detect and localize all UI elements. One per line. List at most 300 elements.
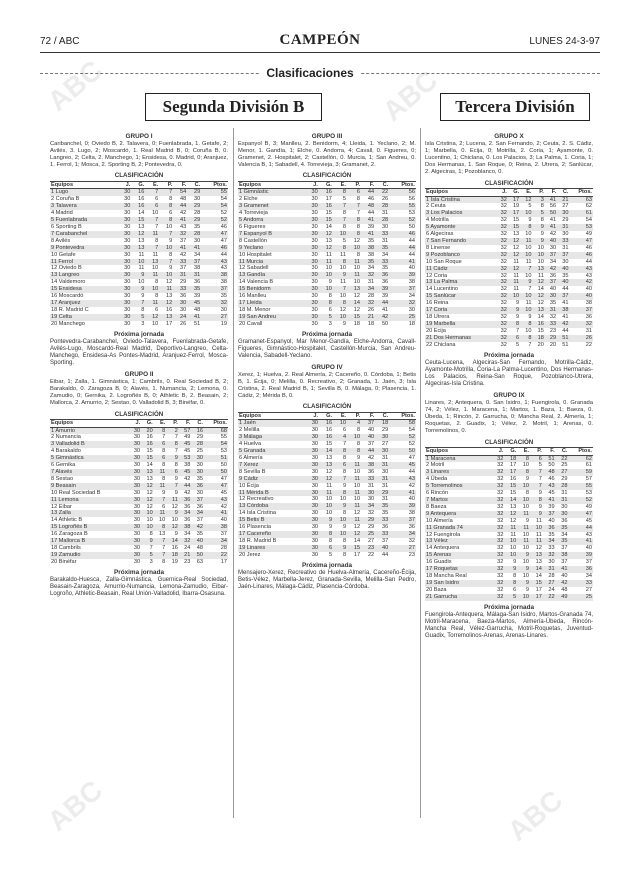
stat-cell: 10	[522, 503, 530, 510]
table-row	[425, 580, 593, 587]
stat-cell: 38	[194, 265, 201, 272]
stat-cell: 8	[357, 441, 361, 448]
stat-cell: 9	[162, 489, 166, 496]
stat-cell: 32	[496, 321, 508, 328]
table-row	[238, 231, 416, 238]
stat-cell: 8	[155, 279, 159, 286]
stat-cell: 30	[180, 306, 187, 313]
table-row	[425, 279, 593, 286]
stat-cell: 30	[311, 524, 319, 531]
table-row	[425, 335, 593, 342]
stat-cell: 23	[408, 551, 415, 558]
stat-cell: 30	[311, 441, 319, 448]
stat-cell: 32	[492, 566, 505, 573]
table-header-row	[425, 447, 593, 455]
table-row	[238, 238, 416, 245]
team-cell: 12 Coria	[426, 272, 448, 279]
stat-cell: 34	[585, 572, 592, 579]
stat-cell: 30	[117, 189, 131, 196]
group-results: Isla Cristina, 2; Lucena, 2. San Fernando, 2; Ceuta, 2. S. Cádiz, 1; Marbella, 0. Ecija, 0; Motrilla, 2. Coria, 1; Ayamonte, 0. Lucentino, 1; Chiclana, 0. Los Palacios, 3; La Palma, 1. Coria, 1; Dos Hermanas, 1. San Roque, 0; Reina, 2. Utrera, 2; Sanlúcar, 2. Algeciras, 1; Pozoblanco, 0.	[425, 141, 593, 176]
stat-cell: 10	[319, 272, 333, 279]
stat-cell: 10	[333, 531, 347, 538]
stat-cell: 30	[367, 496, 375, 503]
stat-cell: 26	[381, 196, 389, 203]
team-cell: 3 Linares	[425, 469, 492, 476]
stat-cell: 31	[375, 462, 389, 469]
stat-cell: 30	[124, 237, 131, 244]
stat-cell: 7	[162, 434, 166, 441]
stat-cell: 17	[508, 210, 520, 217]
team-cell: 3 Los Palacios	[425, 210, 496, 217]
stat-cell: 13	[145, 259, 159, 266]
table-row	[425, 203, 593, 210]
group-block	[50, 133, 228, 367]
stat-cell: 41	[562, 313, 569, 320]
stat-cell: 18	[533, 335, 545, 342]
stat-cell: 44	[568, 525, 593, 532]
stat-cell: 6	[169, 210, 173, 217]
stat-cell: 30	[191, 455, 204, 462]
stat-cell: 11	[145, 272, 159, 279]
stat-cell: 6	[166, 469, 179, 476]
team-cell: 3 Málaga	[238, 434, 305, 441]
stat-cell: 7	[530, 469, 543, 476]
team-cell: 20 Cavall	[239, 320, 263, 327]
stat-cell: 47	[568, 511, 593, 518]
stat-cell: 8	[333, 189, 347, 196]
stat-cell: 32	[496, 266, 508, 273]
column-1	[50, 132, 228, 602]
stat-cell: 9	[328, 524, 333, 531]
stat-cell: 23	[361, 545, 375, 552]
stat-cell: 41	[543, 497, 556, 504]
stat-cell: 7	[145, 217, 159, 224]
stat-cell: 9	[508, 307, 520, 314]
stat-cell: 22	[375, 189, 389, 196]
stat-cell: 30	[133, 544, 141, 551]
stat-cell: 38	[408, 279, 415, 286]
stat-cell: 7	[516, 327, 520, 334]
stat-cell: 30	[133, 475, 141, 482]
stat-cell: 24	[173, 314, 187, 321]
stat-cell: 10	[525, 231, 532, 238]
stat-cell: 6	[513, 586, 517, 593]
stat-cell: 11	[347, 517, 361, 524]
table-row	[50, 490, 228, 497]
stat-cell: 37	[191, 497, 204, 504]
stat-cell: 50	[381, 320, 389, 327]
stat-cell: 12	[353, 510, 361, 517]
stat-cell: 10	[522, 559, 530, 566]
stat-cell: 53	[408, 210, 415, 217]
stat-cell: 30	[305, 203, 319, 210]
stat-cell: 50	[220, 462, 227, 469]
stat-cell: 31	[367, 279, 375, 286]
stat-cell: 10	[339, 496, 347, 503]
stat-cell: 7	[166, 483, 179, 490]
stat-cell: 36	[381, 524, 389, 531]
stat-cell: 18	[166, 552, 179, 559]
table-row	[238, 552, 416, 559]
stat-cell: 13	[131, 245, 145, 252]
stat-cell: 35	[381, 265, 389, 272]
stat-cell: 7	[159, 231, 173, 238]
table-row	[425, 300, 593, 307]
stat-cell: 7	[149, 544, 153, 551]
stat-cell: 18	[367, 320, 375, 327]
team-cell: 2 Ceuta	[426, 203, 446, 210]
stat-cell: 36	[191, 483, 204, 490]
team-cell: 2 Numancia	[51, 434, 81, 441]
stat-cell: 13	[325, 454, 333, 461]
stat-cell: 30	[194, 237, 201, 244]
stat-cell: 30	[311, 510, 319, 517]
table-row	[238, 321, 416, 328]
stat-cell: 28	[194, 210, 201, 217]
stat-cell: 12	[319, 231, 333, 238]
stat-cell: 43	[543, 483, 556, 490]
team-cell: 16 Manlleu	[239, 293, 267, 300]
stat-cell: 29	[187, 217, 201, 224]
column-header: C.	[375, 412, 389, 420]
group-title: GRUPO I	[125, 133, 153, 140]
stat-cell: 10	[152, 265, 159, 272]
table-row	[50, 510, 228, 517]
stat-cell: 47	[220, 475, 227, 482]
stat-cell: 34	[184, 531, 191, 538]
stat-cell: 30	[305, 490, 319, 497]
stat-cell: 43	[585, 272, 592, 279]
stat-cell: 32	[496, 224, 508, 231]
stat-cell: 25	[361, 531, 375, 538]
stat-cell: 33	[173, 286, 187, 293]
stat-cell: 11	[508, 279, 520, 286]
next-round-title: Próxima jornada	[483, 351, 535, 359]
stat-cell: 7	[154, 538, 167, 545]
team-cell: 1 Gimnàstic	[238, 189, 305, 196]
stat-cell: 7	[162, 544, 166, 551]
stat-cell: 11	[138, 251, 145, 258]
table-row	[50, 531, 228, 538]
group-title: GRUPO X	[494, 133, 524, 140]
stat-cell: 32	[500, 258, 507, 265]
group-results: Xerez, 1; Huelva, 2. Real Almería, 2; Cacereño, 0. Córdoba, 1; Betis B, 1. Écija, 0; Melilla, 0. Recreativo, 2; Granada, 1. Jaén, 3; Isla Cristina, 2. Real Madrid B, 1; Sevilla B, 0. Málaga, 0; Plasencia, 1. Cádiz, 2; Mérida B, 0.	[238, 372, 416, 400]
team-cell: 13 La Palma	[425, 279, 496, 286]
stat-cell: 41	[389, 490, 416, 497]
stat-cell: 8	[333, 259, 347, 266]
stat-cell: 31	[187, 272, 201, 279]
stat-cell: 32	[361, 272, 375, 279]
group-results: Espanyol B, 3; Manlleu, 2. Benidorm, 4; Lleida, 1. Yeclano, 2; M. Menor, 1. Gandía, 1; Elche, 0. Andorra, 4; Cavall, 0. Figueres, 0; Gramenet, 2. Hospitalet, 2; Castellón, 0. Murcia, 1; San Andreu, 0. Valencia B, 1; Sabadell, 4. Torrevieja, 3; Gramanet, 2.	[238, 141, 416, 169]
stat-cell: 10	[533, 252, 545, 259]
stat-cell: 11	[326, 482, 333, 489]
stat-cell: 30	[561, 503, 568, 510]
table-row	[238, 224, 416, 231]
stat-cell: 51	[204, 455, 228, 462]
stat-cell: 30	[305, 189, 319, 196]
stat-cell: 13	[319, 462, 333, 469]
stat-cell: 32	[500, 272, 507, 279]
stat-cell: 30	[117, 231, 131, 238]
team-cell: 10 Getafe	[51, 251, 76, 258]
stat-cell: 36	[568, 566, 593, 573]
team-cell: 3 Talavera	[50, 203, 117, 210]
stat-cell: 58	[389, 420, 416, 427]
team-cell: 14 Antequera	[426, 545, 460, 552]
stat-cell: 32	[500, 203, 507, 210]
table-row	[238, 272, 416, 279]
stat-cell: 8	[517, 455, 530, 462]
team-cell: 8 Sestao	[51, 475, 74, 482]
stat-cell: 12	[325, 468, 333, 475]
stat-cell: 45	[179, 441, 192, 448]
table-row	[238, 448, 416, 455]
stat-cell: 30	[311, 496, 319, 503]
stat-cell: 8	[141, 306, 145, 313]
team-cell: 5 Torremolinos	[425, 483, 492, 490]
table-row	[238, 427, 416, 434]
team-cell: 11 Ferrol	[50, 259, 117, 266]
stat-cell: 11	[152, 251, 159, 258]
column-header: Equipos	[50, 181, 117, 189]
stat-cell: 7	[333, 286, 347, 293]
table-row	[50, 224, 228, 231]
stat-cell: 27	[543, 580, 556, 587]
stat-cell: 47	[408, 454, 415, 461]
stat-cell: 36	[543, 525, 556, 532]
stat-cell: 30	[194, 196, 201, 203]
stat-cell: 12	[146, 503, 153, 510]
stat-cell: 32	[496, 252, 508, 259]
stat-cell: 51	[557, 335, 569, 342]
stat-cell: 6	[154, 441, 167, 448]
stat-cell: 43	[389, 476, 416, 483]
stat-cell: 12	[146, 489, 153, 496]
stat-cell: 8	[357, 427, 361, 434]
table-row	[238, 265, 416, 272]
team-cell: 20 Ecija	[426, 327, 446, 334]
team-cell: 4 Barakaldo	[51, 448, 81, 455]
stat-cell: 22	[556, 455, 569, 462]
stat-cell: 30	[311, 482, 319, 489]
stat-cell: 8	[169, 251, 173, 258]
table-row	[425, 538, 593, 545]
stat-cell: 34	[549, 258, 557, 265]
stat-cell: 44	[408, 468, 415, 475]
stat-cell: 15	[319, 217, 333, 224]
stat-cell: 8	[333, 300, 347, 307]
stat-cell: 10	[141, 510, 154, 517]
stat-cell: 9	[517, 566, 530, 573]
stat-cell: 40	[549, 286, 557, 293]
stat-cell: 12	[166, 279, 173, 286]
stat-cell: 39	[389, 272, 416, 279]
stat-cell: 50	[545, 210, 557, 217]
stat-cell: 41	[389, 259, 416, 266]
group-results: Caribanchel, 0; Oviedo B, 2. Talavera, 0; Fuenlabrada, 1. Getafe, 2; Avilés, 3. Lugo, 2; Moscardó, 1. Real Madrid B, 0; Coruña B, 0. Langreo, 2; Celta, 2. Manchego, 1; Ensidesa, 0. Madrid, 0; Aranjuez, 1. Ferrol, 1; Mosca, 2. Sporting B, 2; Pontevedra, 0.	[50, 141, 228, 169]
table-row	[238, 496, 416, 503]
team-cell: 11 Mérida B	[238, 490, 305, 497]
team-cell: 6 Rincón	[426, 490, 449, 497]
stat-cell: 30	[408, 306, 415, 313]
stat-cell: 14	[146, 462, 153, 469]
stat-cell: 8	[356, 251, 361, 258]
stat-cell: 40	[585, 545, 592, 552]
stat-cell: 13	[138, 224, 145, 230]
stat-cell: 16	[131, 203, 145, 210]
stat-cell: 12	[508, 238, 520, 245]
stat-cell: 30	[311, 293, 318, 300]
standings-title: CLASIFICACIÓN	[484, 179, 534, 187]
stat-cell: 30	[548, 559, 555, 566]
stat-cell: 30	[133, 462, 141, 469]
stat-cell: 32	[497, 531, 504, 538]
table-row	[50, 434, 228, 441]
stat-cell: 30	[133, 489, 141, 496]
stat-cell: 21	[557, 196, 569, 203]
stat-cell: 31	[557, 224, 569, 231]
stat-cell: 31	[381, 482, 389, 489]
stat-cell: 33	[361, 476, 375, 483]
stat-cell: 10	[166, 224, 173, 230]
column-header: Equipos	[425, 188, 496, 196]
stat-cell: 15	[537, 327, 544, 334]
column-header: F.	[173, 181, 187, 189]
next-round-title: Próxima jornada	[301, 561, 353, 569]
standings-title: CLASIFICACIÓN	[114, 410, 164, 418]
column-header: Ptos.	[569, 188, 593, 196]
team-cell: 15 Logroñés B	[50, 524, 129, 531]
stat-cell: 12	[533, 293, 545, 300]
stat-cell: 44	[179, 483, 192, 490]
stat-cell: 8	[162, 462, 166, 469]
team-cell: 7 Xerez	[238, 462, 305, 469]
column-header: J.	[492, 447, 505, 455]
stat-cell: 31	[173, 272, 187, 279]
stat-cell: 40	[545, 238, 557, 245]
stat-cell: 52	[389, 217, 416, 224]
issue-date: LUNES 24-3-97	[529, 36, 600, 47]
team-cell: 10 Real Sociedad B	[51, 489, 101, 496]
segunda-heading: Segunda División B	[145, 93, 322, 121]
stat-cell: 13	[325, 237, 332, 244]
stat-cell: 44	[173, 203, 187, 210]
table-row	[50, 497, 228, 504]
stat-cell: 44	[562, 286, 569, 293]
stat-cell: 57	[585, 476, 592, 483]
table-row	[425, 511, 593, 518]
stat-cell: 32	[500, 244, 507, 251]
table-row	[50, 427, 228, 434]
column-header: Ptos.	[204, 419, 228, 427]
stat-cell: 10	[146, 517, 153, 524]
stat-cell: 16	[325, 427, 333, 434]
stat-cell: 11	[145, 231, 159, 238]
team-cell: 9 Cádiz	[238, 476, 305, 483]
standings-title: CLASIFICACIÓN	[302, 172, 352, 180]
team-cell: 20 Baza	[426, 586, 447, 593]
stat-cell: 7	[145, 245, 159, 252]
table-row	[50, 552, 228, 559]
team-cell: 6 Almería	[239, 454, 263, 461]
stat-cell: 32	[492, 525, 505, 532]
stat-cell: 12	[141, 497, 154, 504]
stat-cell: 28	[187, 231, 201, 238]
table-row	[238, 314, 416, 321]
stat-cell: 55	[389, 203, 416, 210]
team-cell: 18 R. Madrid C	[51, 306, 89, 313]
stat-cell: 30	[305, 314, 319, 321]
stat-cell: 42	[180, 251, 187, 258]
team-cell: 9 Yeclano	[238, 245, 305, 252]
stat-cell: 61	[585, 462, 592, 469]
stat-cell: 54	[173, 189, 187, 196]
stat-cell: 46	[389, 231, 416, 238]
stat-cell: 32	[497, 476, 504, 483]
stat-cell: 14	[504, 497, 517, 504]
table-row	[238, 545, 416, 552]
stat-cell: 30	[129, 524, 142, 531]
page-title: Clasificaciones	[0, 66, 620, 80]
team-cell: 18 Cambrils	[51, 544, 81, 551]
table-row	[238, 196, 416, 203]
stat-cell: 38	[367, 251, 375, 258]
team-cell: 6 Algeciras	[426, 231, 454, 238]
stat-cell: 55	[220, 434, 227, 441]
stat-cell: 35	[361, 259, 375, 266]
stat-cell: 10	[520, 252, 532, 259]
stat-cell: 8	[149, 531, 153, 538]
stat-cell: 38	[585, 300, 592, 307]
stat-cell: 55	[568, 483, 593, 490]
table-row	[425, 497, 593, 504]
stat-cell: 8	[347, 448, 361, 455]
watermark: ABC	[501, 784, 569, 847]
stat-cell: 56	[549, 203, 557, 210]
stat-cell: 11	[347, 476, 361, 483]
stat-cell: 40	[557, 266, 569, 273]
stat-cell: 31	[375, 476, 389, 483]
stat-cell: 42	[408, 482, 415, 489]
stat-cell: 8	[319, 531, 333, 538]
stat-cell: 30	[311, 251, 318, 258]
column-header: J.	[129, 419, 142, 427]
stat-cell: 30	[124, 224, 131, 230]
stat-cell: 8	[174, 462, 178, 469]
stat-cell: 6	[154, 455, 167, 462]
table-row	[425, 504, 593, 511]
stat-cell: 5	[328, 551, 333, 558]
table-row	[238, 441, 416, 448]
stat-cell: 14	[325, 224, 332, 230]
stat-cell: 45	[184, 448, 191, 455]
stat-cell: 9	[333, 272, 347, 279]
stat-cell: 16	[141, 441, 154, 448]
stat-cell: 12	[509, 517, 517, 524]
team-cell: 15 Betis B	[238, 517, 305, 524]
stat-cell: 30	[381, 468, 389, 475]
stat-cell: 45	[585, 517, 592, 524]
stat-cell: 31	[381, 496, 389, 503]
stat-cell: 15	[146, 448, 153, 455]
stat-cell: 30	[375, 448, 389, 455]
stat-cell: 30	[117, 245, 131, 252]
stat-cell: 9	[131, 272, 145, 279]
stat-cell: 27	[367, 537, 375, 544]
stat-cell: 32	[201, 300, 228, 307]
stat-cell: 12	[520, 196, 532, 203]
stat-cell: 47	[204, 483, 228, 490]
